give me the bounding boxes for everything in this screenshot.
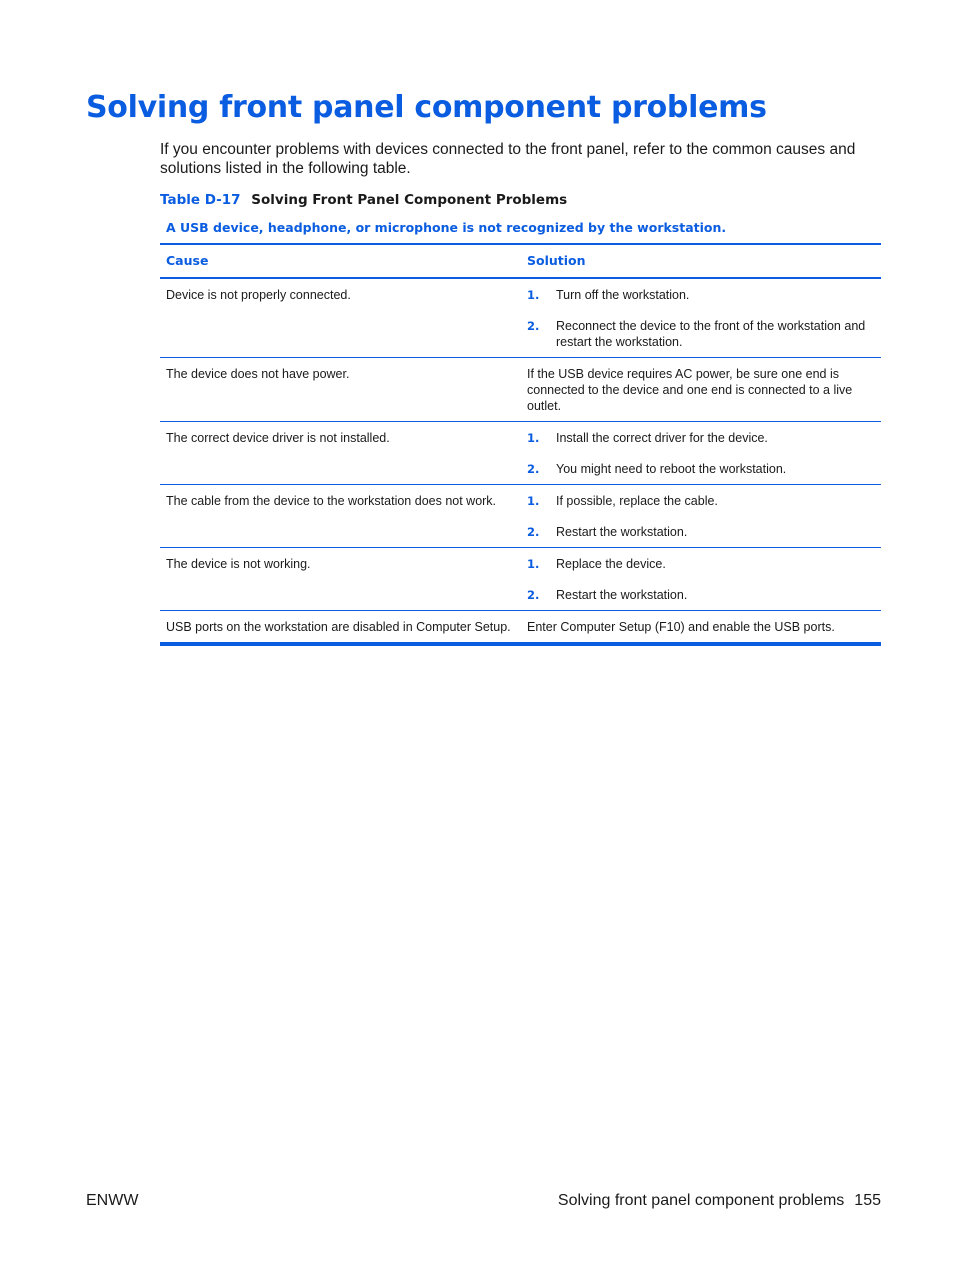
solution-step: [527, 493, 867, 509]
footer-section-title: Solving front panel component problems: [557, 1192, 845, 1209]
solution-cell: Enter Computer Setup (F10) and enable the USB ports.: [527, 620, 835, 634]
cause-cell: The cable from the device to the workstation does not work.: [166, 494, 497, 508]
troubleshooting-table: [160, 243, 881, 646]
header-cause: Cause: [166, 253, 209, 268]
solution-step: [527, 287, 867, 303]
page-number: 155: [854, 1192, 881, 1209]
solution-step: [527, 587, 867, 603]
intro-paragraph: If you encounter problems with devices connected to the front panel, refer to the common causes and solutions listed in the following table.: [160, 141, 856, 177]
table-caption-label: Table D-17: [160, 192, 241, 208]
header-solution: Solution: [527, 253, 586, 268]
step-text: If possible, replace the cable.: [556, 494, 718, 508]
solution-step: [527, 461, 867, 477]
step-text: Turn off the workstation.: [556, 288, 690, 302]
solution-cell: If the USB device requires AC power, be sure one end is connected to the device and one end is connected to a live outlet.: [527, 367, 853, 413]
cause-cell: Device is not properly connected.: [166, 288, 351, 302]
step-number: 2.: [527, 588, 540, 602]
step-text: Replace the device.: [556, 557, 666, 571]
step-number: 2.: [527, 462, 540, 476]
step-text: Install the correct driver for the device.: [556, 431, 768, 445]
solution-step: [527, 318, 867, 350]
solution-step: [527, 524, 867, 540]
footer-page-info: [558, 1192, 881, 1210]
step-text: You might need to reboot the workstation.: [556, 462, 787, 476]
table-row: [160, 279, 881, 358]
problem-heading: A USB device, headphone, or microphone is not recognized by the workstation.: [166, 220, 727, 235]
step-number: 1.: [527, 431, 540, 445]
step-number: 2.: [527, 525, 540, 539]
cause-cell: The device does not have power.: [166, 367, 350, 381]
solution-cell: [521, 556, 881, 603]
solution-cell: [521, 493, 881, 540]
cause-cell: The device is not working.: [166, 557, 311, 571]
table-row: [160, 358, 881, 422]
solution-step: [527, 556, 867, 572]
footer-doc-code: ENWW: [86, 1192, 139, 1209]
step-text: Restart the workstation.: [556, 588, 688, 602]
table-row: [160, 422, 881, 485]
table-caption-title: Solving Front Panel Component Problems: [251, 192, 568, 208]
step-number: 1.: [527, 494, 540, 508]
step-number: 1.: [527, 557, 540, 571]
table-row: [160, 485, 881, 548]
step-number: 1.: [527, 288, 540, 302]
table-header-row: [160, 245, 881, 279]
step-number: 2.: [527, 319, 540, 333]
table-caption: [160, 192, 567, 208]
solution-cell: [521, 430, 881, 477]
table-row: [160, 611, 881, 642]
solution-cell: [521, 287, 881, 350]
step-text: Restart the workstation.: [556, 525, 688, 539]
cause-cell: The correct device driver is not installed.: [166, 431, 390, 445]
cause-cell: USB ports on the workstation are disabled in Computer Setup.: [166, 620, 511, 634]
table-row: [160, 548, 881, 611]
page-title: Solving front panel component problems: [86, 90, 767, 125]
step-text: Reconnect the device to the front of the workstation and restart the workstation.: [556, 319, 866, 349]
solution-step: [527, 430, 867, 446]
